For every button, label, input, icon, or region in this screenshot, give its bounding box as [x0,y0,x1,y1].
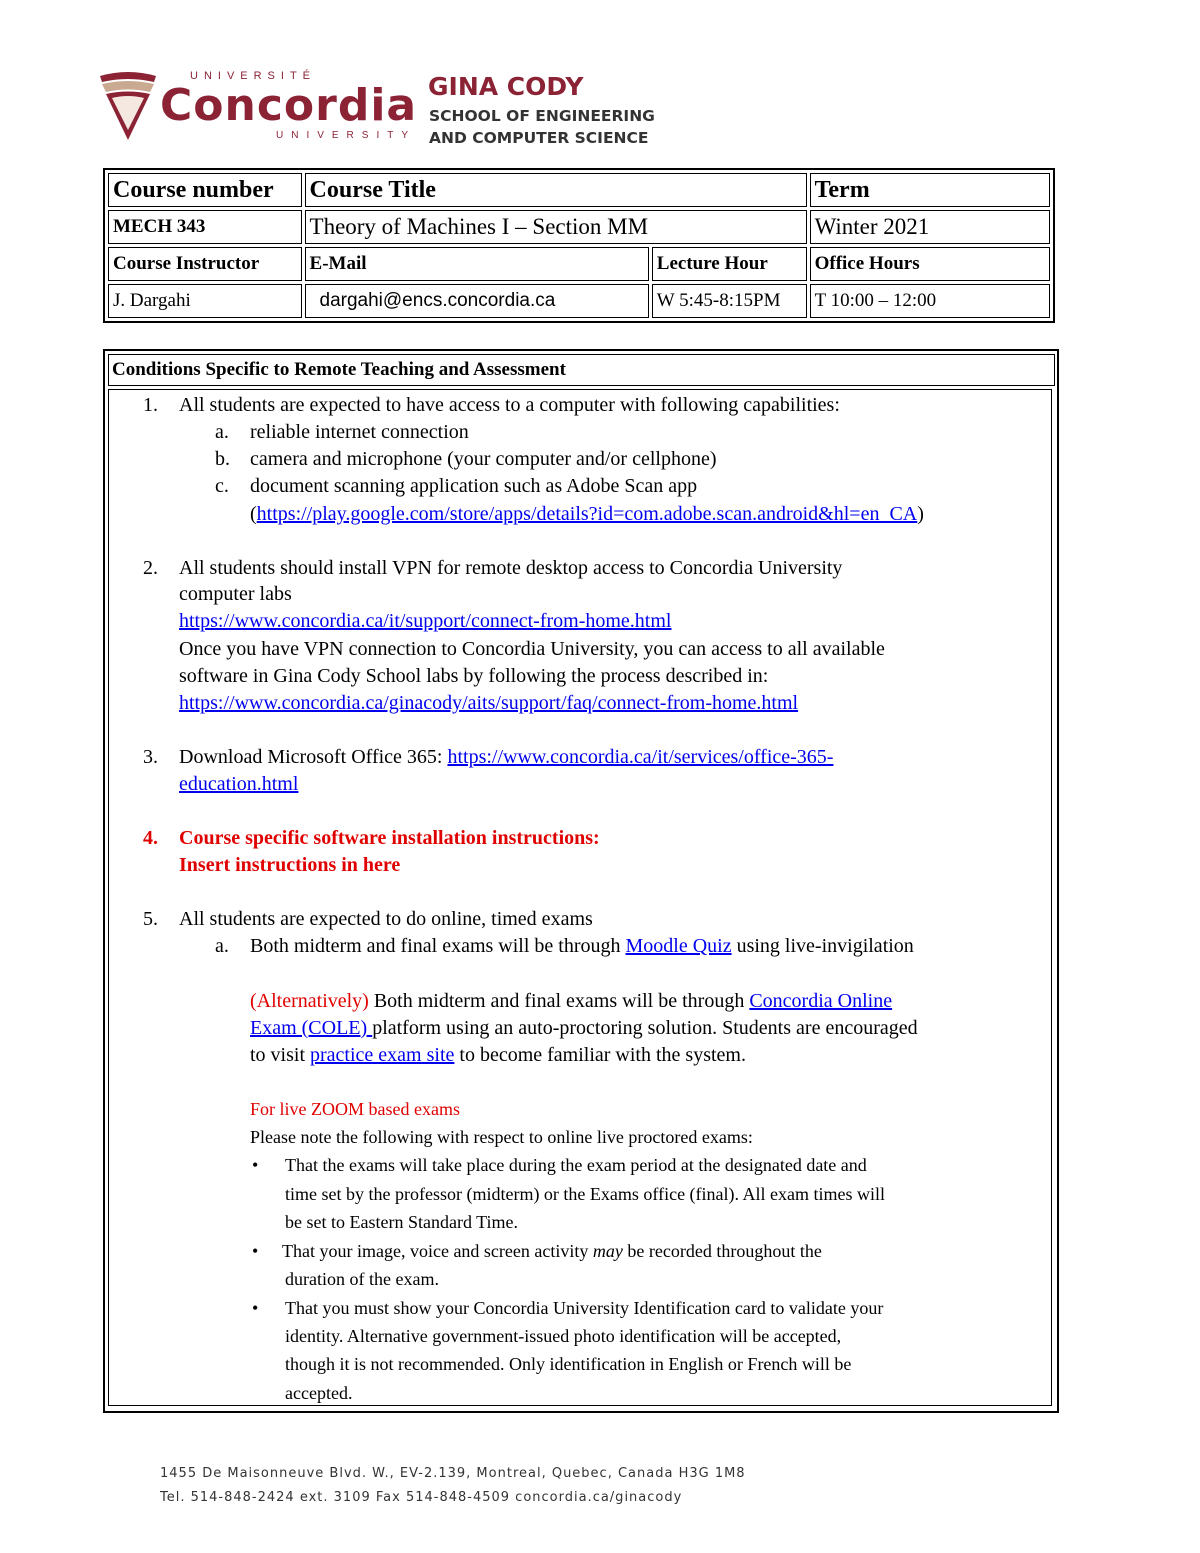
practice-exam-link[interactable]: practice exam site [310,1044,455,1066]
item-2-line-2: computer labs [179,583,292,605]
bullet-1-line-3: be set to Eastern Standard Time. [285,1212,518,1232]
item-1-number: 1. [143,394,158,416]
school-line-1: SCHOOL OF ENGINEERING [429,107,655,125]
course-title: Theory of Machines I – Section MM [305,210,807,244]
office-hours: T 10:00 – 12:00 [810,284,1050,318]
alternatively-label: (Alternatively) [250,990,369,1012]
item-4-number: 4. [143,827,158,849]
header-instructor: Course Instructor [108,247,302,281]
moodle-quiz-link[interactable]: Moodle Quiz [625,935,732,957]
item-5-number: 5. [143,908,158,930]
alternative-line-3 [250,1042,746,1068]
table-row [108,247,1050,281]
conditions-title: Conditions Specific to Remote Teaching and Assessment [108,354,1055,386]
bullet-icon: • [252,1298,259,1318]
item-5a-label: a. [215,935,229,957]
bullet-2-line-1 [282,1238,822,1264]
header-course-number: Course number [108,173,302,207]
bullet-1-line-2: time set by the professor (midterm) or the Exams office (final). All exam times will [285,1184,886,1204]
school-name: GINA CODY [428,72,584,101]
item-1c-text: document scanning application such as Adobe Scan app [250,475,698,497]
adobe-scan-link[interactable]: https://play.google.com/store/apps/details?id=com.adobe.scan.android&hl=en_CA [256,503,918,525]
university-top-label: UNIVERSITÉ [190,70,317,82]
course-number: MECH 343 [108,210,302,244]
instructor-name: J. Dargahi [108,284,302,318]
concordia-crest-icon [98,70,158,142]
bullet-2-line-2: duration of the exam. [285,1269,439,1289]
bullet-2-post: be recorded throughout the [622,1241,822,1261]
office-365-link-continued[interactable]: education.html [179,773,299,795]
item-2-line-4: software in Gina Cody School labs by following the process described in: [179,665,769,687]
alternative-line-3-post: to become familiar with the system. [454,1044,746,1066]
footer-contact: Tel. 514-848-2424 ext. 3109 Fax 514-848-4509 concordia.ca/ginacody [160,1490,683,1505]
item-1a-label: a. [215,421,229,443]
table-row [108,173,1050,207]
header-logo [98,70,698,150]
bullet-2-pre: That your image, voice and screen activity [282,1241,593,1261]
alternative-post: platform using an auto-proctoring solution. Students are encouraged [372,1017,918,1039]
table-row [108,284,1050,318]
bullet-icon: • [252,1155,259,1175]
footer-address: 1455 De Maisonneuve Blvd. W., EV-2.139, Montreal, Quebec, Canada H3G 1M8 [160,1466,746,1481]
item-1c-label: c. [215,475,229,497]
school-line-2: AND COMPUTER SCIENCE [429,129,649,147]
adobe-scan-link-wrapper: (https://play.google.com/store/apps/details?id=com.adobe.scan.android&hl=en_CA) [250,503,924,525]
table-row [108,210,1050,244]
bullet-3-line-3: though it is not recommended. Only identification in English or French will be [285,1354,852,1374]
item-5-text: All students are expected to do online, timed exams [179,908,593,930]
item-3-text: Download Microsoft Office 365: [179,746,448,768]
vpn-link[interactable]: https://www.concordia.ca/it/support/connect-from-home.html [179,610,672,632]
cole-link-continued[interactable]: Exam (COLE) [250,1017,373,1039]
item-1a-text: reliable internet connection [250,421,469,443]
bullet-3-line-2: identity. Alternative government-issued photo identification will be accepted, [285,1326,842,1346]
item-2-number: 2. [143,557,158,579]
cole-link[interactable]: Concordia Online [749,990,893,1012]
item-2-line-1: All students should install VPN for remote desktop access to Concordia University [179,557,843,579]
item-1b-text: camera and microphone (your computer and/or cellphone) [250,448,717,470]
school-subtitle [429,105,655,149]
bullet-3-line-4: accepted. [285,1383,353,1403]
bullet-2-emphasis: may [592,1241,623,1261]
header-course-title: Course Title [305,173,807,207]
header-term: Term [810,173,1050,207]
bullet-icon: • [252,1241,259,1261]
item-4-line-2: Insert instructions in here [179,854,401,876]
zoom-intro: Please note the following with respect to online live proctored exams: [250,1127,753,1147]
item-3-line-1 [179,744,833,770]
item-1b-label: b. [215,448,230,470]
course-info-table [103,168,1055,323]
alternative-line-3-pre: to visit [250,1044,311,1066]
item-5a-pre: Both midterm and final exams will be through [250,935,626,957]
item-2-line-3: Once you have VPN connection to Concordia University, you can access to all available [179,638,885,660]
header-email: E-Mail [305,247,649,281]
header-office-hours: Office Hours [810,247,1050,281]
lecture-hour: W 5:45-8:15PM [652,284,807,318]
zoom-title: For live ZOOM based exams [250,1099,460,1119]
item-5a-line [250,933,914,959]
alternative-line-1 [250,988,892,1014]
alternative-line-2 [250,1015,918,1041]
header-lecture-hour: Lecture Hour [652,247,807,281]
office-365-link[interactable]: https://www.concordia.ca/it/services/office-365- [447,746,834,768]
university-name: Concordia [160,80,418,131]
gina-cody-labs-link[interactable]: https://www.concordia.ca/ginacody/aits/support/faq/connect-from-home.html [179,692,799,714]
course-term: Winter 2021 [810,210,1050,244]
bullet-3-line-1: That you must show your Concordia University Identification card to validate your [285,1298,884,1318]
item-4-line-1: Course specific software installation instructions: [179,827,600,849]
university-bottom-label: UNIVERSITY [276,130,417,141]
item-3-number: 3. [143,746,158,768]
item-1-text: All students are expected to have access to a computer with following capabilities: [179,394,840,416]
alternative-pre: Both midterm and final exams will be through [368,990,750,1012]
item-5a-post: using live-invigilation [731,935,914,957]
instructor-email: dargahi@encs.concordia.ca [305,284,649,318]
bullet-1-line-1: That the exams will take place during the exam period at the designated date and [285,1155,867,1175]
